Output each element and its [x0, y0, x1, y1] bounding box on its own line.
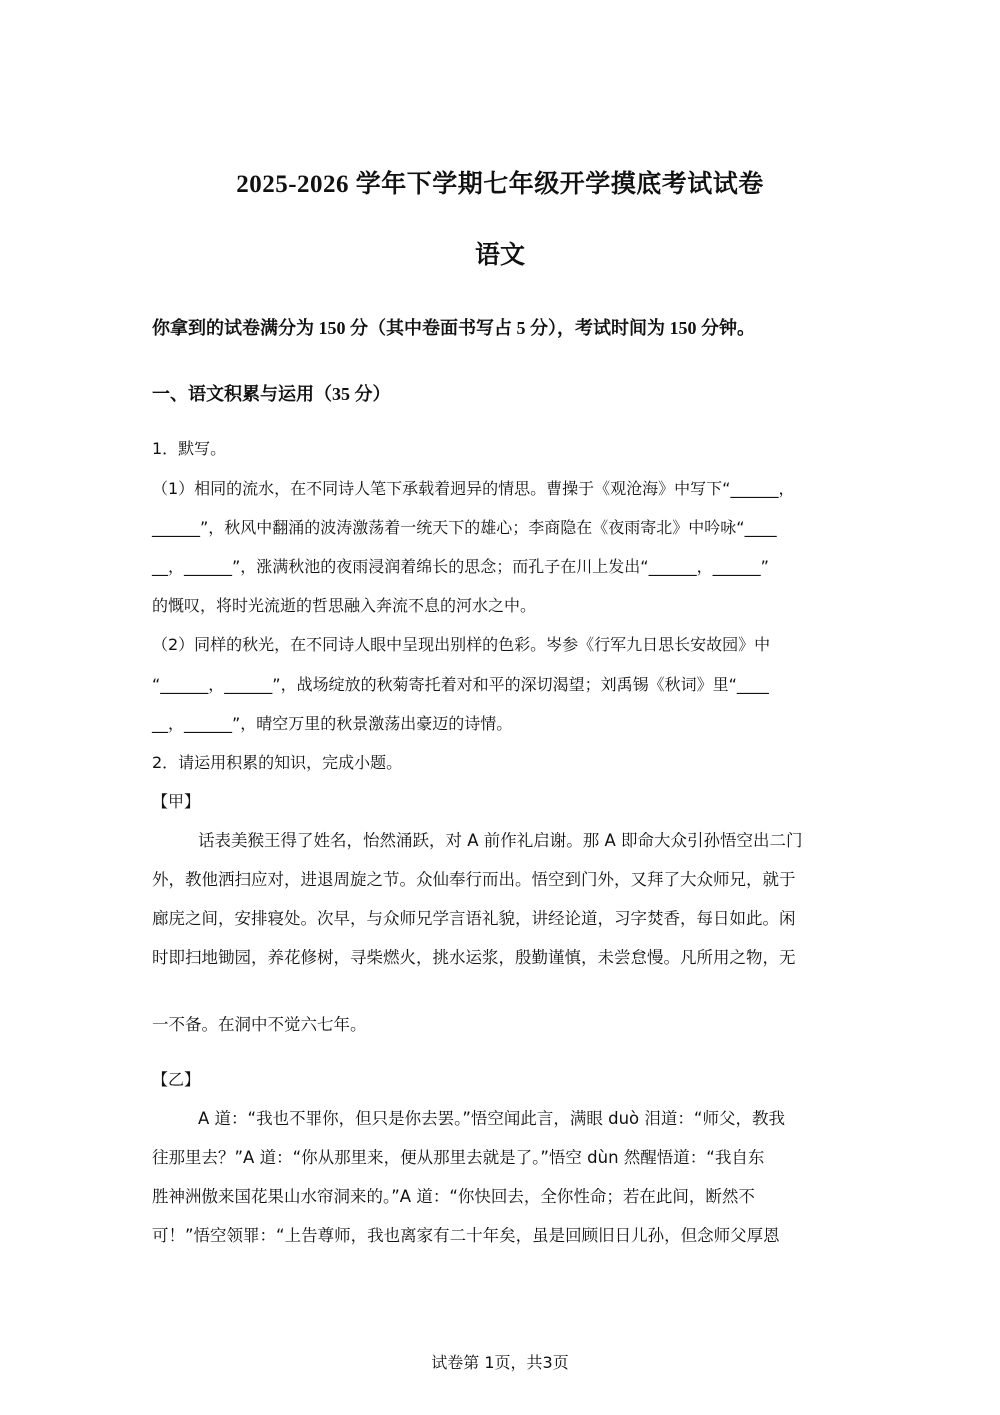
question-1-stem: 1．默写。 — [152, 439, 227, 458]
passage-yi-line: 往那里去？”A 道：“你从那里来，便从那里去就是了。”悟空 dùn 然醒悟道：“我自东 — [152, 1148, 765, 1167]
passage-jia-line: 一不备。在洞中不觉六七年。 — [152, 1015, 367, 1034]
question-1-part-2-line: __，______”，晴空万里的秋景激荡出豪迈的诗情。 — [152, 714, 513, 733]
question-2-stem: 2．请运用积累的知识，完成小题。 — [152, 753, 403, 772]
exam-subject: 语文 — [474, 242, 525, 269]
page-footer: 试卷第 1页，共3页 — [431, 1353, 569, 1372]
passage-yi-label: 【乙】 — [152, 1070, 201, 1089]
question-1-part-1-line: __，______”，涨满秋池的夜雨浸润着绵长的思念；而孔子在川上发出“______，______” — [152, 557, 769, 576]
passage-jia-label: 【甲】 — [152, 792, 201, 811]
section-heading: 一、语文积累与运用（35 分） — [152, 384, 391, 404]
passage-yi-line: A 道：“我也不罪你，但只是你去罢。”悟空闻此言，满眼 duò 泪道：“师父，教我 — [198, 1109, 785, 1128]
question-1-part-1-line: （1）相同的流水，在不同诗人笔下承载着迥异的情思。曹操于《观沧海》中写下“______， — [152, 479, 795, 498]
passage-yi-line: 可！”悟空领罪：“上告尊师，我也离家有二十年矣，虽是回顾旧日儿孙，但念师父厚恩 — [152, 1226, 780, 1245]
question-1-part-1-line: ______”，秋风中翻涌的波涛激荡着一统天下的雄心；李商隐在《夜雨寄北》中吟咏“____ — [152, 518, 777, 537]
question-1-part-2-line: （2）同样的秋光，在不同诗人眼中呈现出别样的色彩。岑参《行军九日思长安故园》中 — [152, 635, 771, 654]
passage-jia-line: 廊庑之间，安排寝处。次早，与众师兄学言语礼貌，讲经论道，习字焚香，每日如此。闲 — [152, 909, 796, 928]
passage-yi-line: 胜神洲傲来国花果山水帘洞来的。”A 道：“你快回去，全你性命；若在此间，断然不 — [152, 1187, 755, 1206]
passage-jia-line: 话表美猴王得了姓名，怡然涌跃，对 A 前作礼启谢。那 A 即命大众引孙悟空出二门 — [198, 831, 803, 850]
question-1-part-2-line: “______，______”，战场绽放的秋菊寄托着对和平的深切渴望；刘禹锡《秋词》里“____ — [152, 675, 769, 694]
question-1-part-1-line: 的慨叹，将时光流逝的哲思融入奔流不息的河水之中。 — [152, 596, 537, 615]
exam-notice: 你拿到的试卷满分为 150 分（其中卷面书写占 5 分），考试时间为 150 分钟。 — [152, 318, 755, 338]
passage-jia-line: 时即扫地锄园，养花修树，寻柴燃火，挑水运浆，殷勤谨慎，未尝怠慢。凡所用之物，无 — [152, 948, 796, 967]
passage-jia-line: 外，教他洒扫应对，进退周旋之节。众仙奉行而出。悟空到门外，又拜了大众师兄，就于 — [152, 870, 796, 889]
exam-title: 2025-2026 学年下学期七年级开学摸底考试试卷 — [236, 171, 764, 198]
